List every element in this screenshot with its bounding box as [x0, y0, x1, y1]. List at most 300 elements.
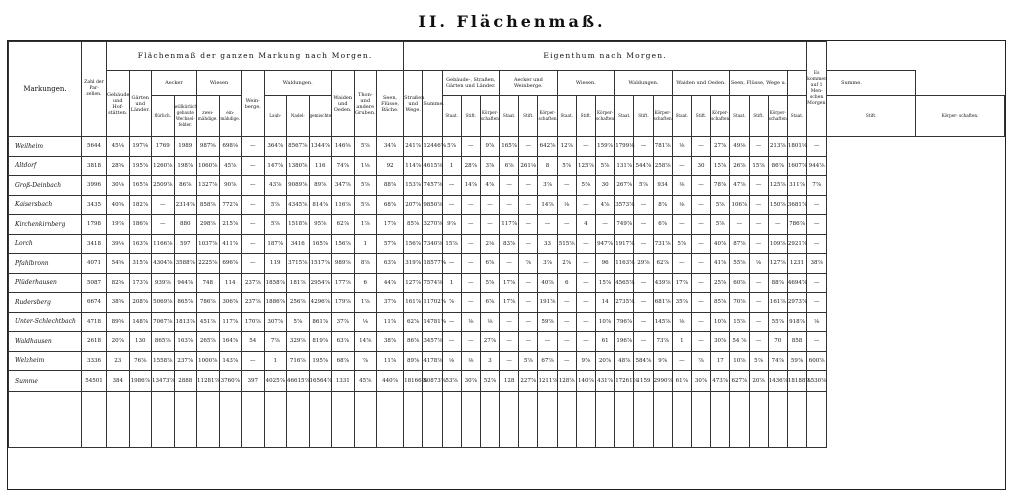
- table-cell: 5⅞: [749, 351, 768, 371]
- table-cell: 54⅝: [107, 254, 130, 274]
- table-cell: 1: [672, 332, 691, 352]
- table-cell: ⅛: [672, 312, 691, 332]
- table-cell: —: [691, 312, 710, 332]
- empty-cell: [442, 392, 461, 448]
- table-cell: —: [152, 195, 175, 215]
- empty-cell: [82, 392, 107, 448]
- table-cell: 1344⅞: [309, 137, 332, 157]
- subheader-cell: Stift.: [827, 96, 916, 137]
- table-cell: 15⅞: [711, 156, 730, 176]
- table-cell: 9⅞: [480, 137, 499, 157]
- table-cell: 12⅞: [557, 137, 576, 157]
- table-cell: —: [500, 176, 519, 196]
- empty-cell: [672, 392, 691, 448]
- table-row: [9, 371, 1005, 392]
- table-cell: 177⅞: [332, 273, 355, 293]
- table-cell: —: [461, 273, 480, 293]
- table-cell: —: [576, 137, 595, 157]
- table-cell: ⅛: [557, 195, 576, 215]
- table-cell: 195⅞: [129, 156, 152, 176]
- table-cell: 57⅞: [377, 234, 404, 254]
- table-cell: —: [691, 293, 710, 313]
- table-cell: 37⅞: [332, 312, 355, 332]
- table-cell: ⅛: [672, 195, 691, 215]
- table-cell: 62⅞: [653, 254, 672, 274]
- table-cell: 11⅞: [377, 312, 404, 332]
- table-cell: 4⅞: [480, 176, 499, 196]
- table-cell: 45⅞: [219, 156, 242, 176]
- empty-cell: [634, 392, 653, 448]
- row-name: Waldhausen: [9, 332, 82, 352]
- table-body: [9, 137, 1005, 448]
- header-waiden: Waiden und Oeden.: [332, 71, 355, 137]
- table-cell: —: [576, 254, 595, 274]
- table-cell: 27⅞: [711, 137, 730, 157]
- table-cell: 2⅞: [557, 254, 576, 274]
- header-summe: Summe.: [423, 71, 442, 137]
- table-cell: —: [538, 332, 557, 352]
- table-cell: —: [749, 273, 768, 293]
- table-cell: 642⅞: [538, 137, 557, 157]
- table-cell: —: [576, 195, 595, 215]
- table-cell: —: [749, 195, 768, 215]
- table-cell: 40⅝: [107, 195, 130, 215]
- table-cell: 1231: [787, 254, 806, 274]
- table-cell: 11⅞: [377, 351, 404, 371]
- table-cell: —: [519, 273, 538, 293]
- table-cell: 163⅞: [129, 234, 152, 254]
- table-cell: 109⅞: [768, 234, 787, 254]
- table-cell: 3681⅞: [787, 195, 806, 215]
- table-cell: 16564⅞: [309, 371, 332, 392]
- table-cell: 114⅞: [404, 156, 423, 176]
- table-cell: 4: [576, 215, 595, 235]
- table-cell: 1163⅞: [615, 254, 634, 274]
- table-cell: 329⅞: [287, 332, 310, 352]
- table-cell: —: [807, 137, 827, 157]
- table-cell: 1607⅞: [787, 156, 806, 176]
- table-cell: 5⅞: [264, 215, 287, 235]
- table-cell: 411⅞: [219, 234, 242, 254]
- table-cell: 431⅞: [596, 371, 615, 392]
- subheader-cell: Körper- schaften.: [916, 96, 1005, 137]
- table-cell: —: [691, 176, 710, 196]
- table-cell: 364⅞: [264, 137, 287, 157]
- table-cell: 106⅞: [730, 195, 749, 215]
- table-cell: —: [768, 215, 787, 235]
- table-cell: 8⅞: [354, 254, 377, 274]
- table-cell: 17⅞: [500, 273, 519, 293]
- row-name: Unter-Schlechtbach: [9, 312, 82, 332]
- table-cell: 116⅞: [332, 195, 355, 215]
- table-cell: 68⅞: [332, 351, 355, 371]
- table-cell: 29⅞: [634, 254, 653, 274]
- table-cell: 86⅞: [174, 176, 197, 196]
- table-cell: 1⅞: [354, 215, 377, 235]
- table-cell: 14⅞: [354, 332, 377, 352]
- table-cell: 156⅞: [404, 234, 423, 254]
- table-cell: 1858⅞: [264, 273, 287, 293]
- empty-cell: [377, 392, 404, 448]
- table-cell: 319⅞: [404, 254, 423, 274]
- table-cell: 3270⅞: [423, 215, 442, 235]
- table-cell: 18188⅞: [787, 371, 806, 392]
- table-cell: 198⅞: [174, 156, 197, 176]
- table-cell: 68⅞: [377, 195, 404, 215]
- table-cell: 47⅞: [730, 176, 749, 196]
- table-cell: —: [634, 293, 653, 313]
- table-cell: 4694⅞: [787, 273, 806, 293]
- header-flaechenmass: Flächenmaß der ganzen Markung nach Morgen.: [107, 42, 404, 71]
- table-cell: 2990⅞: [653, 371, 672, 392]
- table-cell: —: [461, 254, 480, 274]
- table-cell: —: [807, 234, 827, 254]
- table-cell: 748: [197, 273, 220, 293]
- table-cell: —: [519, 215, 538, 235]
- table-cell: 70: [768, 332, 787, 352]
- table-cell: —: [672, 215, 691, 235]
- table-cell: —: [634, 215, 653, 235]
- table-cell: 2⅛: [480, 234, 499, 254]
- table-cell: 10⅞: [730, 351, 749, 371]
- table-cell: 265⅞: [197, 332, 220, 352]
- table-cell: 5⅞: [519, 351, 538, 371]
- row-name: Groß-Deinbach: [9, 176, 82, 196]
- table-cell: 9⅞: [653, 351, 672, 371]
- subheader-cell: ein- mähdige.: [219, 96, 242, 137]
- table-cell: 7457⅞: [423, 176, 442, 196]
- table-cell: 89⅝: [107, 312, 130, 332]
- table-cell: 3⅞: [480, 156, 499, 176]
- empty-cell: [691, 392, 710, 448]
- table-cell: 819⅞: [309, 332, 332, 352]
- table-cell: 15⅞: [596, 273, 615, 293]
- subheader-cell: Staat.: [672, 96, 691, 137]
- empty-cell: [615, 392, 634, 448]
- table-row: [9, 351, 1005, 371]
- table-cell: 261⅛: [519, 156, 538, 176]
- subheader-cell: Staat.: [615, 96, 634, 137]
- table-cell: —: [242, 254, 265, 274]
- table-row: [9, 273, 1005, 293]
- area-table-frame: [7, 40, 1006, 490]
- row-name: Summe: [9, 371, 82, 392]
- subheader-cell: Staat.: [730, 96, 749, 137]
- table-cell: —: [807, 273, 827, 293]
- table-cell: —: [691, 137, 710, 157]
- parcel-count: 4071: [82, 254, 107, 274]
- table-cell: 59⅞: [538, 312, 557, 332]
- area-table: [8, 41, 1005, 448]
- table-cell: 237⅞: [242, 293, 265, 313]
- table-cell: 397: [242, 371, 265, 392]
- table-cell: 159⅞: [596, 137, 615, 157]
- table-cell: 196⅞: [615, 332, 634, 352]
- table-cell: 1986⅞: [129, 371, 152, 392]
- table-cell: 7⅞: [264, 332, 287, 352]
- table-cell: —: [242, 195, 265, 215]
- table-cell: 17261⅞: [615, 371, 634, 392]
- table-cell: 987⅝: [197, 137, 220, 157]
- header-thon: Thon- und andere Gruben.: [354, 71, 377, 137]
- table-cell: —: [557, 332, 576, 352]
- table-cell: —: [461, 234, 480, 254]
- empty-cell: [576, 392, 595, 448]
- table-cell: 6: [354, 273, 377, 293]
- table-cell: 46615⅞: [287, 371, 310, 392]
- table-cell: 1917⅞: [615, 234, 634, 254]
- table-cell: 89⅞: [404, 351, 423, 371]
- table-cell: 70⅞: [730, 293, 749, 313]
- table-cell: 207⅞: [404, 195, 423, 215]
- table-cell: 440⅞: [377, 371, 404, 392]
- table-cell: 67⅞: [538, 351, 557, 371]
- empty-cell: [152, 392, 175, 448]
- table-cell: 731⅞: [653, 234, 672, 254]
- subheader-cell: Körper- schaften.: [596, 96, 615, 137]
- table-cell: —: [634, 312, 653, 332]
- table-cell: 515⅞: [557, 234, 576, 254]
- table-cell: 17: [711, 351, 730, 371]
- table-cell: 4345⅞: [287, 195, 310, 215]
- table-cell: 14⅞: [538, 195, 557, 215]
- table-cell: —: [242, 156, 265, 176]
- table-cell: 62⅞: [404, 312, 423, 332]
- header-e-seen: Seen, Flüsse, Wege u.: [730, 71, 788, 96]
- table-cell: 61: [596, 332, 615, 352]
- table-cell: 315⅞: [129, 254, 152, 274]
- table-cell: 12446⅞: [423, 137, 442, 157]
- table-cell: —: [749, 137, 768, 157]
- empty-cell: [519, 392, 538, 448]
- table-cell: 861⅞: [309, 312, 332, 332]
- table-cell: 8⅞: [653, 195, 672, 215]
- table-cell: 208⅞: [129, 293, 152, 313]
- table-cell: 153⅞: [404, 176, 423, 196]
- table-cell: 1518⅞: [287, 215, 310, 235]
- table-cell: 17⅞: [672, 273, 691, 293]
- table-cell: —: [634, 137, 653, 157]
- empty-cell: [174, 392, 197, 448]
- table-cell: 1530⅞: [807, 371, 827, 392]
- table-cell: 2225⅞: [197, 254, 220, 274]
- table-cell: 82⅝: [107, 273, 130, 293]
- table-cell: 15⅞: [442, 234, 461, 254]
- table-cell: 944⅞: [807, 156, 827, 176]
- table-cell: 44⅞: [377, 273, 404, 293]
- table-cell: 17⅞: [500, 293, 519, 313]
- table-cell: 48⅞: [615, 351, 634, 371]
- table-cell: 28⅞: [461, 156, 480, 176]
- table-cell: 95⅞: [309, 215, 332, 235]
- table-cell: —: [576, 293, 595, 313]
- empty-cell: [287, 392, 310, 448]
- table-cell: 858⅞: [197, 195, 220, 215]
- table-cell: 5⅞: [596, 156, 615, 176]
- table-cell: 5⅞: [354, 137, 377, 157]
- table-cell: 5⅞: [442, 137, 461, 157]
- table-cell: 30: [691, 156, 710, 176]
- table-cell: 148⅞: [129, 312, 152, 332]
- table-cell: 55⅞: [768, 312, 787, 332]
- subheader-cell: Körper- schaften.: [768, 96, 787, 137]
- table-cell: 865⅞: [152, 332, 175, 352]
- table-cell: 347⅞: [332, 176, 355, 196]
- parcel-count: 5644: [82, 137, 107, 157]
- table-cell: 6⅞: [500, 156, 519, 176]
- table-cell: 55⅞: [730, 254, 749, 274]
- table-cell: 8: [538, 156, 557, 176]
- table-cell: 796⅞: [615, 312, 634, 332]
- table-cell: 181⅞: [287, 273, 310, 293]
- table-cell: —: [519, 195, 538, 215]
- table-cell: —: [557, 176, 576, 196]
- table-cell: 40⅞: [538, 273, 557, 293]
- table-cell: 2735⅞: [615, 293, 634, 313]
- table-cell: 1159: [634, 371, 653, 392]
- table-cell: —: [576, 234, 595, 254]
- row-name: Weilheim: [9, 137, 82, 157]
- table-cell: 14⅞: [461, 176, 480, 196]
- table-cell: 49⅛: [730, 137, 749, 157]
- table-cell: —: [691, 332, 710, 352]
- table-cell: 237⅞: [174, 351, 197, 371]
- table-cell: —: [749, 312, 768, 332]
- table-cell: 161⅞: [768, 293, 787, 313]
- header-wiesen: Wiesen: [197, 71, 242, 96]
- table-cell: 1166⅞: [152, 234, 175, 254]
- header-weinberge: Wein- berge.: [242, 71, 265, 137]
- table-cell: 6⅞: [480, 254, 499, 274]
- table-cell: 89⅞: [309, 176, 332, 196]
- table-cell: 597: [174, 234, 197, 254]
- empty-cell: [557, 392, 576, 448]
- empty-cell: [129, 392, 152, 448]
- header-e-waiden: Waiden und Oeden.: [672, 71, 730, 96]
- table-cell: 749⅞: [615, 215, 634, 235]
- table-cell: 5⅞: [576, 176, 595, 196]
- table-cell: 164⅞: [219, 332, 242, 352]
- empty-cell: [807, 392, 827, 448]
- table-cell: 786⅞: [197, 293, 220, 313]
- table-cell: 11281⅞: [197, 371, 220, 392]
- table-cell: 78⅞: [711, 176, 730, 196]
- table-cell: 7340⅞: [423, 234, 442, 254]
- table-cell: 10⅞: [596, 312, 615, 332]
- row-name: Kirchenkirnberg: [9, 215, 82, 235]
- table-cell: —: [672, 156, 691, 176]
- table-cell: —: [442, 195, 461, 215]
- table-cell: 1801⅛: [787, 137, 806, 157]
- table-cell: 140⅞: [576, 371, 595, 392]
- table-cell: 6⅞: [480, 293, 499, 313]
- table-cell: 781⅞: [653, 137, 672, 157]
- table-cell: 87⅞: [730, 234, 749, 254]
- header-gaerten: Gärten und Länder.: [129, 71, 152, 137]
- header-eigenthum: Eigenthum nach Morgen.: [404, 42, 807, 71]
- empty-cell: [787, 392, 806, 448]
- table-cell: 63⅞: [377, 254, 404, 274]
- row-name: Lorch: [9, 234, 82, 254]
- table-cell: 9089⅞: [287, 176, 310, 196]
- table-cell: ⅛: [442, 351, 461, 371]
- table-cell: 34⅞: [377, 137, 404, 157]
- table-cell: 43⅞: [264, 176, 287, 196]
- table-cell: 1: [264, 351, 287, 371]
- table-cell: —: [749, 176, 768, 196]
- page-title: II. Flächenmaß.: [418, 12, 606, 31]
- table-cell: 258⅞: [653, 156, 672, 176]
- subheader-cell: Stift.: [576, 96, 595, 137]
- table-cell: 127⅞: [768, 254, 787, 274]
- table-cell: 2509⅞: [152, 176, 175, 196]
- row-name: Welzheim: [9, 351, 82, 371]
- table-cell: 944⅞: [174, 273, 197, 293]
- table-cell: 116: [309, 156, 332, 176]
- row-name: Kaisersbach: [9, 195, 82, 215]
- table-cell: 165⅞: [309, 234, 332, 254]
- table-cell: —: [519, 332, 538, 352]
- table-cell: 59⅞: [787, 351, 806, 371]
- table-cell: 30⅞: [691, 371, 710, 392]
- table-cell: 8567⅞: [287, 137, 310, 157]
- empty-cell: [107, 392, 130, 448]
- header-gebaeude: Gebäude und Hof- stätten.: [107, 71, 130, 137]
- table-cell: —: [242, 176, 265, 196]
- table-cell: 5⅞: [287, 312, 310, 332]
- table-cell: 52⅞: [480, 371, 499, 392]
- subheader-cell: Stift.: [634, 96, 653, 137]
- table-cell: —: [461, 137, 480, 157]
- table-cell: 2954⅞: [309, 273, 332, 293]
- table-cell: 14: [596, 293, 615, 313]
- table-cell: —: [691, 215, 710, 235]
- table-cell: 989⅞: [332, 254, 355, 274]
- table-cell: 11702⅞: [423, 293, 442, 313]
- table-cell: 80873⅞: [423, 371, 442, 392]
- table-cell: 96: [596, 254, 615, 274]
- table-cell: 90⅞: [219, 176, 242, 196]
- empty-cell: [354, 392, 377, 448]
- table-cell: 92: [377, 156, 404, 176]
- table-cell: —: [807, 215, 827, 235]
- empty-cell: [219, 392, 242, 448]
- table-cell: 19⅞: [107, 215, 130, 235]
- table-cell: 5⅞: [354, 176, 377, 196]
- table-cell: 3: [480, 351, 499, 371]
- table-cell: 3⅞: [538, 176, 557, 196]
- header-aecker: Aecker: [152, 71, 197, 96]
- table-cell: 130: [129, 332, 152, 352]
- table-cell: —: [576, 312, 595, 332]
- table-cell: 5⅞: [264, 195, 287, 215]
- table-cell: 38⅞: [807, 254, 827, 274]
- header-e-summe: Summe.: [787, 71, 915, 96]
- table-cell: 473⅞: [711, 371, 730, 392]
- subheader-cell: Laub-: [264, 96, 287, 137]
- table-cell: —: [749, 234, 768, 254]
- table-cell: 45⅞: [354, 371, 377, 392]
- table-cell: ⅛: [480, 312, 499, 332]
- parcel-count: 2618: [82, 332, 107, 352]
- table-cell: 114: [219, 273, 242, 293]
- header-e-gebaeude: Gebäude-, Straßen, Gärten und Länder.: [442, 71, 500, 96]
- table-cell: 54: [242, 332, 265, 352]
- table-cell: 1211⅞: [538, 371, 557, 392]
- header-es-kommen: Es kommen auf 1 Men- schen Morgen.: [807, 42, 827, 137]
- table-cell: 163⅞: [174, 332, 197, 352]
- table-row: [9, 195, 1005, 215]
